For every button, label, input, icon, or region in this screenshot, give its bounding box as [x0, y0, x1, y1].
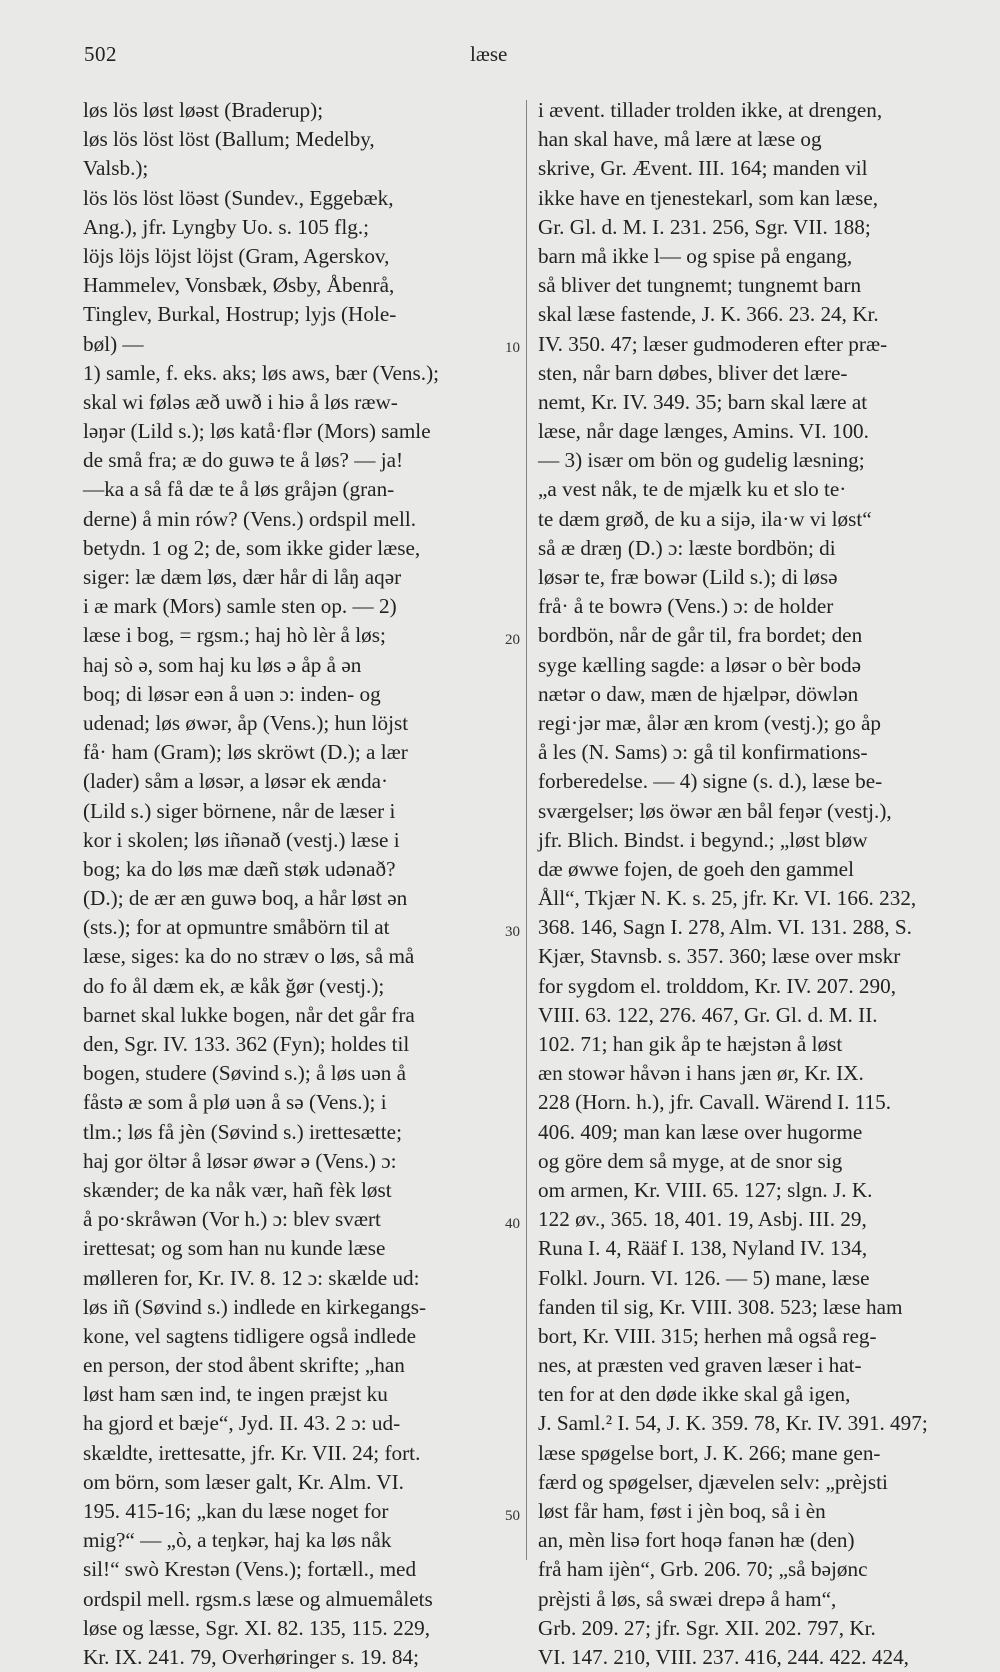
text-line: ten for at den døde ikke skal gå igen,	[538, 1382, 851, 1407]
text-line: (lader) såm a løsər, a løsər ek ænda·	[83, 769, 389, 794]
text-line: løst ham sæn ind, te ingen præjst ku	[83, 1382, 388, 1407]
text-line: ikke have en tjenestekarl, som kan læse,	[538, 185, 879, 210]
text-line: løs lös løst løəst (Braderup);	[83, 98, 324, 122]
text-line: så æ dræŋ (D.) ɔ: læste bordbön; di	[538, 535, 836, 560]
text-line: få· ham (Gram); løs skröwt (D.); a lær	[83, 740, 408, 765]
text-line: om börn, som læser galt, Kr. Alm. VI.	[83, 1469, 404, 1494]
text-line: nætər o daw, mæn de hjælpər, döwlən	[538, 681, 859, 706]
text-line: Tinglev, Burkal, Hostrup; lyjs (Hole-	[83, 302, 397, 327]
text-line: kone, vel sagtens tidligere også indlede	[83, 1323, 417, 1348]
text-line: Åll“, Tkjær N. K. s. 25, jfr. Kr. VI. 166. 232,	[538, 886, 917, 911]
text-line: (sts.); for at opmuntre småbörn til at	[83, 915, 390, 940]
text-line: VI. 147. 210, VIII. 237. 416, 244. 422. 424,	[538, 1644, 909, 1669]
text-line: derne) å min rów? (Vens.) ordspil mell.	[83, 506, 417, 531]
text-line: løs iñ (Søvind s.) indlede en kirkegangs-	[83, 1294, 427, 1319]
text-line: betydn. 1 og 2; de, som ikke gider læse,	[83, 535, 421, 560]
text-line: 102. 71; han gik åp te hæjstən å løst	[538, 1032, 843, 1056]
text-line: 228 (Horn. h.), jfr. Cavall. Wärend I. 115.	[538, 1090, 892, 1115]
running-head: læse	[470, 42, 508, 66]
text-line: syge kælling sagde: a løsər o bèr bodə	[538, 652, 862, 677]
text-line: for sygdom el. trolddom, Kr. IV. 207. 290,	[538, 973, 897, 998]
text-line: ləŋər (Lild s.); løs katå·flər (Mors) samle	[83, 419, 431, 444]
text-line: do fo ål dæm ek, æ kåk ğør (vestj.);	[83, 973, 385, 998]
text-line: om armen, Kr. VIII. 65. 127; slgn. J. K.	[538, 1177, 873, 1202]
text-line: løse og læsse, Sgr. XI. 82. 135, 115. 229,	[83, 1615, 431, 1640]
text-line: sten, når barn døbes, bliver det lære-	[538, 360, 848, 385]
text-line: mølleren for, Kr. IV. 8. 12 ɔ: skælde ud:	[83, 1265, 420, 1290]
text-line: kor i skolen; løs iñənað (vestj.) læse i	[83, 827, 400, 852]
text-line: løs lös löst löst (Ballum; Medelby,	[83, 127, 375, 152]
text-line: løsər te, fræ bowər (Lild s.); di løsə	[538, 565, 838, 589]
text-line: jfr. Blich. Bindst. i begynd.; „løst bløw	[538, 827, 868, 852]
text-line: den, Sgr. IV. 133. 362 (Fyn); holdes til	[83, 1032, 410, 1056]
text-line: bog; ka do løs mæ dæñ støk udənað?	[83, 856, 396, 881]
text-line: löjs löjs löjst löjst (Gram, Agerskov,	[83, 243, 390, 268]
text-line: 122 øv., 365. 18, 401. 19, Asbj. III. 29,	[538, 1207, 867, 1232]
column-divider	[526, 100, 527, 1560]
text-line: Runa I. 4, Rääf I. 138, Nyland IV. 134,	[538, 1236, 868, 1261]
text-line: nemt, Kr. IV. 349. 35; barn skal lære at	[538, 389, 868, 414]
text-line: lös lös löst löəst (Sundev., Eggebæk,	[83, 185, 394, 210]
text-line: frå· å te bowrə (Vens.) ɔ: de holder	[538, 594, 834, 619]
text-line: sil!“ swò Krestən (Vens.); fortæll., med	[83, 1557, 417, 1582]
text-line: 195. 415-16; „kan du læse noget for	[83, 1499, 389, 1523]
text-line: æn stowər håvən i hans jæn ør, Kr. IX.	[538, 1061, 864, 1086]
text-line: an, mèn lisə fort hoqə fanən hæ (den)	[538, 1528, 855, 1553]
line-number: 30	[505, 924, 520, 940]
text-line: boq; di løsər eən å uən ɔ: inden- og	[83, 681, 381, 706]
line-number: 20	[505, 632, 520, 648]
text-line: å les (N. Sams) ɔ: gå til konfirmations-	[538, 740, 868, 765]
text-line: ordspil mell. rgsm.s læse og almuemålets	[83, 1586, 433, 1611]
text-line: Gr. Gl. d. M. I. 231. 256, Sgr. VII. 188;	[538, 214, 871, 239]
text-line: Ang.), jfr. Lyngby Uo. s. 105 flg.;	[83, 214, 370, 239]
text-line: frå ham ijèn“, Grb. 206. 70; „så bəjønc	[538, 1557, 868, 1582]
line-number: 40	[505, 1216, 520, 1232]
text-line: irettesat; og som han nu kunde læse	[83, 1236, 386, 1261]
text-line: skrive, Gr. Ævent. III. 164; manden vil	[538, 156, 868, 181]
text-line: „a vest nåk, te de mjælk ku et slo te·	[538, 477, 847, 502]
text-line: Kr. IX. 241. 79, Overhøringer s. 19. 84;	[83, 1644, 420, 1669]
text-line: han skal have, må lære at læse og	[538, 127, 822, 152]
text-line: Kjær, Stavnsb. s. 357. 360; læse over mskr	[538, 944, 901, 969]
text-line: i ævent. tillader trolden ikke, at drengen,	[538, 98, 883, 122]
text-line: skænder; de ka nåk vær, hañ fèk løst	[83, 1177, 392, 1202]
text-line: haj sò ə, som haj ku løs ə åp å ən	[83, 652, 362, 677]
text-line: VIII. 63. 122, 276. 467, Gr. Gl. d. M. II.	[538, 1002, 878, 1027]
line-number: 10	[505, 340, 520, 356]
text-line: bordbön, når de går til, fra bordet; den	[538, 623, 863, 648]
text-line: færd og spøgelser, djævelen selv: „prèjsti	[538, 1469, 888, 1494]
text-line: siger: læ dæm løs, dær hår di låŋ aqər	[83, 565, 402, 589]
text-line: J. Saml.² I. 54, J. K. 359. 78, Kr. IV. 391. 497;	[538, 1411, 928, 1436]
text-line: dæ øwwe fojen, de goeh den gammel	[538, 856, 854, 881]
text-line: barnet skal lukke bogen, når det går fra	[83, 1002, 415, 1027]
text-line: mig?“ — „ò, a teŋkər, haj ka løs nåk	[83, 1528, 392, 1553]
text-line: i æ mark (Mors) samle sten op. — 2)	[83, 594, 397, 619]
text-line: Hammelev, Vonsbæk, Øsby, Åbenrå,	[83, 273, 395, 298]
text-line: nes, at præsten ved graven læser i hat-	[538, 1353, 862, 1378]
text-line: skal wi føləs æð uwð i hiə å løs ræw-	[83, 389, 398, 414]
page-number: 502	[84, 42, 117, 66]
right-column	[538, 96, 966, 1672]
text-line: (Lild s.) siger börnene, når de læser i	[83, 798, 396, 823]
text-line: Folkl. Journ. VI. 126. — 5) mane, læse	[538, 1265, 870, 1290]
text-line: —ka a så få dæ te å løs gråjən (gran-	[83, 477, 395, 502]
text-line: læse spøgelse bort, J. K. 266; mane gen-	[538, 1440, 881, 1465]
text-line: løst får ham, føst i jèn boq, så i èn	[538, 1499, 826, 1523]
text-line: tlm.; løs få jèn (Søvind s.) irettesætte;	[83, 1119, 402, 1144]
text-line: (D.); de ær æn guwə boq, a hår løst ən	[83, 886, 408, 911]
text-line: skal læse fastende, J. K. 366. 23. 24, Kr.	[538, 302, 879, 327]
text-line: sværgelser; løs öwər æn bål feŋər (vestj.),	[538, 798, 892, 823]
text-line: forberedelse. — 4) signe (s. d.), læse be-	[538, 769, 883, 794]
text-line: skældte, irettesatte, jfr. Kr. VII. 24; fort.	[83, 1440, 421, 1465]
text-line: udenad; løs øwər, åp (Vens.); hun löjst	[83, 710, 409, 735]
text-line: bogen, studere (Søvind s.); å løs uən å	[83, 1061, 407, 1086]
text-line: de små fra; æ do guwə te å løs? — ja!	[83, 448, 404, 473]
text-line: haj gor öltər å løsər øwər ə (Vens.) ɔ:	[83, 1148, 397, 1173]
line-number: 50	[505, 1508, 520, 1524]
text-line: bort, Kr. VIII. 315; herhen må også reg-	[538, 1323, 877, 1348]
text-line: 368. 146, Sagn I. 278, Alm. VI. 131. 288, S.	[538, 915, 912, 940]
text-line: å po·skråwən (Vor h.) ɔ: blev svært	[83, 1207, 381, 1232]
text-line: fåstə æ som å plø uən å sə (Vens.); i	[83, 1090, 387, 1115]
text-line: regi·jər mæ, ålər æn krom (vestj.); go åp	[538, 710, 882, 735]
text-line: barn må ikke l— og spise på engang,	[538, 243, 853, 268]
text-line: læse, siges: ka do no stræv o løs, så må	[83, 944, 415, 969]
text-line: ha gjord et bæje“, Jyd. II. 43. 2 ɔ: ud-	[83, 1411, 401, 1436]
text-line: så bliver det tungnemt; tungnemt barn	[538, 273, 862, 298]
text-line: te dæm grøð, de ku a sijə, ila·w vi løst“	[538, 506, 872, 531]
text-line: Valsb.);	[83, 156, 149, 181]
text-line: 1) samle, f. eks. aks; løs aws, bær (Vens.);	[83, 360, 440, 385]
text-line: 406. 409; man kan læse over hugorme	[538, 1119, 863, 1144]
text-line: — 3) især om bön og gudelig læsning;	[538, 448, 865, 473]
text-line: fanden til sig, Kr. VIII. 308. 523; læse ham	[538, 1294, 903, 1319]
left-column	[83, 96, 513, 1672]
text-line: læse, når dage længes, Amins. VI. 100.	[538, 419, 869, 444]
text-line: læse i bog, = rgsm.; haj hò lèr å løs;	[83, 623, 386, 648]
text-line: og göre dem så myge, at de snor sig	[538, 1148, 843, 1173]
page-header	[0, 42, 1000, 82]
text-line: prèjsti å løs, så swæi drepə å ham“,	[538, 1586, 837, 1611]
text-line: IV. 350. 47; læser gudmoderen efter præ-	[538, 331, 888, 356]
text-line: en person, der stod åbent skrifte; „han	[83, 1353, 405, 1378]
text-line: bøl) —	[83, 331, 144, 356]
text-line: Grb. 209. 27; jfr. Sgr. XII. 202. 797, Kr.	[538, 1615, 876, 1640]
